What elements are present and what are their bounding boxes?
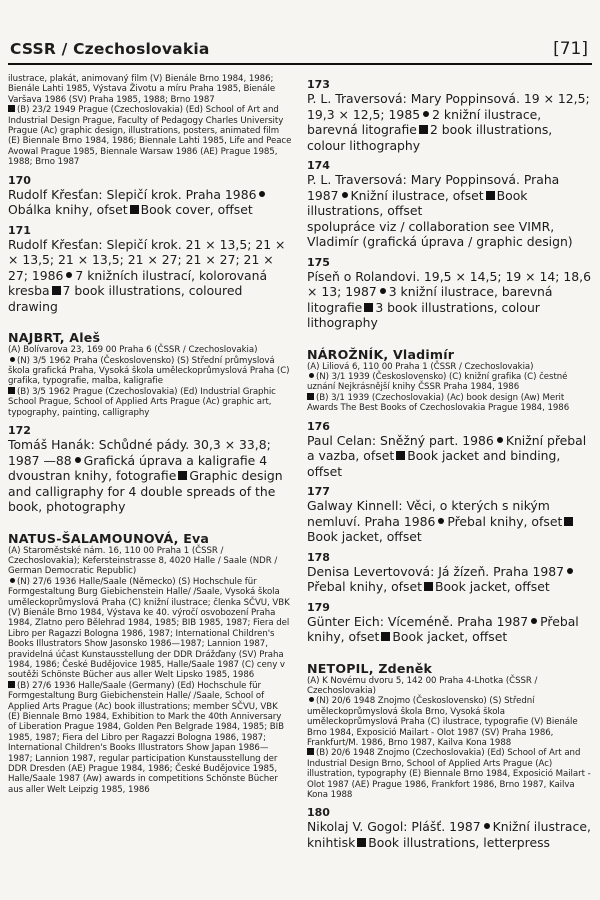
bullet-icon <box>497 437 503 443</box>
artist-name: NAJBRT, Aleš <box>8 330 101 346</box>
square-icon <box>8 387 15 394</box>
artist-name: NETOPIL, Zdeněk <box>307 660 433 676</box>
entry-desc-en: Book cover, offset <box>140 202 253 218</box>
artist-block <box>8 531 292 796</box>
entry-desc-en: Book jacket, offset <box>392 629 508 645</box>
square-icon <box>130 205 139 214</box>
bullet-icon <box>484 823 490 829</box>
bullet-icon <box>75 457 81 463</box>
entry-desc-en: 3 book illustrations, colour lithography <box>307 299 540 330</box>
page-title: CSSR / Czechoslovakia <box>10 40 210 58</box>
entry-number: 172 <box>8 424 31 437</box>
entry-desc-cs: Knižní ilustrace, knihtisk <box>307 819 591 850</box>
entry-desc-en: 7 book illustrations, coloured drawing <box>8 283 243 314</box>
entry-desc-en: Book jacket and binding, offset <box>307 448 561 479</box>
square-icon <box>424 582 433 591</box>
entry-desc-cs: Grafická úprava a kaligrafie 4 dvoustran knihy, fotografie <box>8 452 268 483</box>
entry-number: 171 <box>8 223 31 237</box>
bullet-icon <box>309 373 314 378</box>
entry-desc-cs: Obálka knihy, ofset <box>8 202 128 218</box>
entry-desc-cs: 7 knižních ilustrací, kolorovaná kresba <box>8 267 268 299</box>
entry-title: Rudolf Křesťan: Slepičí krok. 21 × 13,5; 21 × × 13,5; 21 × 13,5; 21 × 27; 21 × 27; 21 × 27; 1986 <box>8 236 286 283</box>
artist-bio-cs-block <box>8 577 292 681</box>
artist-bio-cs-block <box>8 356 292 387</box>
artist-bio-cs: (N) 3/1 1939 (Československo) (C) knižní grafika (C) čestné uznání Nejkrásnější knihy ČSSR Praha 1984, 1986 <box>307 371 568 393</box>
entry-text <box>8 437 292 515</box>
bullet-icon <box>438 518 444 524</box>
entry-desc-cs: 2 knižní ilustrace, barevná litografie <box>307 106 542 137</box>
entry-number: 179 <box>307 600 330 614</box>
entry-title: Píseň o Rolandovi. 19,5 × 14,5; 19 × 14; 18,6 × 13; 1987 <box>307 268 591 299</box>
artist-bio-cs-block <box>307 372 592 393</box>
bullet-icon <box>66 272 72 278</box>
bullet-icon <box>531 618 537 624</box>
square-icon <box>52 286 61 295</box>
artist-bio-en: (B) 27/6 1936 Halle/Saale (Germany) (Ed) Hochschule für Formgestaltung Burg Giebichenstein Halle/ /Saale, School of Applied Arts Prague (Ac) book illustrations; member SČVU, VBK (E) Biennale Brno 1984, Exhibition to Mark the 40th Anniversary of Liberation Prague 1984, Golden Pen Belgrade 1984, 1985; BIB 1985, 1987; Fiera del Libro per Ragazzi Bologna 1986, 1987; International Children's Books Illustrators Show Japan 1986—1987; Lannion 1987, regular participation Kunstausstellung der DDR Dresden (AE) Prague 1984, 1986; České Budějovice 1985, Halle/Saale 1987 (Aw) awards in competitions Schönste Bücher aus aller Welt Leipzig 1985, 1986 <box>8 680 284 795</box>
bullet-icon <box>10 578 15 583</box>
intro-cs: ilustrace, plakát, animovaný film (V) Bienále Brno 1984, 1986; Bienále Lahti 1985, Výstava Životu a míru Praha 1985, Bienále Varšava 1986 (SV) Praha 1985, 1988; Brno 1987 <box>8 74 276 105</box>
entry-title: Galway Kinnell: Věci, o kterých s nikým nemluví. Praha 1986 <box>307 498 550 529</box>
left-column <box>8 74 292 795</box>
intro-en-block <box>8 105 292 167</box>
page-number: [71] <box>553 39 588 59</box>
entry-title: Denisa Levertovová: Já žízeň. Praha 1987 <box>307 563 565 579</box>
entry-desc-cs: Přebal knihy, ofset <box>307 579 422 595</box>
entry-title: Paul Celan: Sněžný part. 1986 <box>307 432 494 448</box>
entry-number: 177 <box>307 485 330 499</box>
entry-text <box>307 433 592 480</box>
entry-text <box>307 91 592 153</box>
entry-desc-cs: Knižní přebal a vazba, ofset <box>307 432 587 464</box>
artist-bio-en-block <box>8 387 292 418</box>
entry-desc-cs: Knižní ilustrace, ofset <box>350 187 484 203</box>
square-icon <box>419 125 428 134</box>
entry-desc-cs: Přebal knihy, ofset <box>307 613 579 645</box>
entry-number: 175 <box>307 255 330 269</box>
artist-bio-en-block <box>307 748 592 800</box>
entry-text <box>307 564 592 595</box>
entry-text <box>307 498 592 545</box>
header-rule <box>8 63 592 65</box>
square-icon <box>364 303 373 312</box>
square-icon <box>396 451 405 460</box>
entry-title: P. L. Traversová: Mary Poppinsová. 19 × 12,5; 19,3 × 12,5; 1985 <box>307 91 590 122</box>
artist-address: (A) Bolívarova 23, 169 00 Praha 6 (ČSSR / Czechoslovakia) <box>8 345 258 356</box>
artist-bio-cs: (N) 20/6 1948 Znojmo (Československo) (S) Střední uměleckoprůmyslová škola Brno, Vysoká škola uměleckoprůmyslová Praha (C) ilustrace, typografie (V) Bienále Brno 1984, Exposició Mailart - Olot 1987 (SV) Praha 1986, Frankfurt/M. 1986, Brno 1987, Kailva Kona 1988 <box>307 696 578 748</box>
entry-desc-en: Book jacket, offset <box>434 579 550 595</box>
square-icon <box>307 748 314 755</box>
artist-address: (A) K Novému dvoru 5, 142 00 Praha 4-Lhotka (ČSSR / Czechoslovakia) <box>307 675 538 696</box>
bullet-icon <box>10 357 15 362</box>
artist-bio-en-block <box>8 681 292 795</box>
entry-desc-en: Book illustrations, offset <box>307 187 528 218</box>
entry-text <box>307 819 592 850</box>
square-icon <box>486 191 495 200</box>
artist-block <box>8 330 292 514</box>
artist-block <box>307 347 592 645</box>
entry-collaboration: spolupráce viz / collaboration see VIMR, Vladimír (grafická úprava / graphic design) <box>307 218 573 249</box>
entry-title: Günter Eich: Víceméně. Praha 1987 <box>307 613 529 629</box>
page-header <box>0 36 600 62</box>
entry-desc-en: Graphic design and calligraphy for 4 double spreads of the book, photography <box>8 468 283 514</box>
entry-desc-en: Book illustrations, letterpress <box>368 834 551 850</box>
bullet-icon <box>309 697 314 702</box>
artist-block <box>307 661 592 851</box>
square-icon <box>8 105 15 112</box>
artist-name: NATUS-ŠALAMOUNOVÁ, Eva <box>8 530 210 546</box>
entry-title: Tomáš Hanák: Schůdné pády. 30,3 × 33,8; 1987 —88 <box>8 437 271 468</box>
bullet-icon <box>380 288 386 294</box>
artist-bio-cs: (N) 27/6 1936 Halle/Saale (Německo) (S) Hochschule für Formgestaltung Burg Giebichenstein Halle/ /Saale, Vysoká škola uměleckoprůmyslová Praha (C) knižní ilustrace; členka SČVU, VBK (V) Bienále Brno 1984, Výstava ke 40. výročí osvobození Praha 1984, Zlatno pero Bělehrad 1984, 1985; BIB 1985, 1987; Fiera del Libro per Ragazzi Bologna 1986, 1987; International Children's Books Illustrators Show Jasonsko 1986—1987; Lannion 1987, pravidelná účast Kunstausstellung der DDR Drážďany (SV) Praha 1984, 1986; České Budějovice 1985, Halle/Saale 1987 (C) ceny v soutěži Schönste Bücher aus aller Welt Lipsko 1985, 1986 <box>8 576 290 681</box>
bullet-icon <box>567 568 573 574</box>
entry-title: Nikolaj V. Gogol: Plášť. 1987 <box>307 819 481 835</box>
right-column <box>307 74 592 850</box>
artist-bio-en: (B) 3/1 1939 (Czechoslovakia) (Ac) book design (Aw) Merit Awards The Best Books of Czechoslovakia Prague 1984, 1986 <box>307 392 570 414</box>
entry-number: 180 <box>307 806 330 820</box>
entry-number: 174 <box>307 159 330 172</box>
entry-number: 178 <box>307 550 330 564</box>
entry-desc-en: Book jacket, offset <box>307 529 422 545</box>
intro-en: (B) 23/2 1949 Prague (Czechoslovakia) (Ed) School of Art and Industrial Design Prague, Faculty of Pedagogy Charles University Prague (Ac) graphic design, illustrations, posters, animated film (E) Biennale Brno 1984, 1986; Biennale Lahti 1985, Life and Peace Avowal Prague 1985, Biennale Warsaw 1986 (AE) Prague 1985, 1988; Brno 1987 <box>8 105 292 168</box>
artist-bio-en-block <box>307 393 592 414</box>
artist-name: NÁROŽNÍK, Vladimír <box>307 346 455 362</box>
artist-bio-cs-block <box>307 696 592 748</box>
square-icon <box>8 681 15 688</box>
artist-bio-en: (B) 20/6 1948 Znojmo (Czechoslovakia) (Ed) School of Art and Industrial Design Brno, School of Applied Arts Prague (Ac) illustration, typography (E) Biennale Brno 1984, Exposició Mailart - Olot 1987 (AE) Prague 1986, Frankfort 1986, Brno 1987, Kailva Kona 1988 <box>307 748 591 800</box>
entry-text <box>8 187 292 218</box>
entry-desc-cs: 3 knižní ilustrace, barevná litografie <box>307 284 553 315</box>
square-icon <box>357 838 366 847</box>
artist-bio-en: (B) 3/5 1962 Prague (Czechoslovakia) (Ed) Industrial Graphic School Prague, School of Applied Arts Prague (Ac) graphic art, typography, painting, calligraphy <box>8 386 276 418</box>
square-icon <box>178 471 187 480</box>
entry-title: P. L. Traversová: Mary Poppinsová. Praha 1987 <box>307 172 560 203</box>
bullet-icon <box>423 111 429 117</box>
artist-address: (A) Staroměstské nám. 16, 110 00 Praha 1 (ČSSR / Czechoslovakia); Kefersteinstrasse 8, 4020 Halle / Saale (NDR / German Democratic Republic) <box>8 545 278 577</box>
artist-bio-cs: (N) 3/5 1962 Praha (Československo) (S) Střední průmyslová škola grafická Praha, Vysoká škola uměleckoprůmyslová Praha (C) grafika, typografie, malba, kaligrafie <box>8 355 290 387</box>
entry-title: Rudolf Křesťan: Slepičí krok. Praha 1986 <box>8 186 257 202</box>
entry-number: 176 <box>307 419 330 433</box>
artist-address: (A) Liliová 6, 110 00 Praha 1 (ČSSR / Czechoslovakia) <box>307 361 534 372</box>
entry-text <box>307 614 592 645</box>
bullet-icon <box>342 192 348 198</box>
bullet-icon <box>259 191 265 197</box>
entry-desc-cs: Přebal knihy, ofset <box>447 513 563 529</box>
entry-number: 173 <box>307 78 330 91</box>
entry-desc-en: 2 book illustrations, colour lithography <box>307 122 553 153</box>
entry-number: 170 <box>8 173 31 187</box>
square-icon <box>564 517 573 526</box>
entry-text <box>307 172 592 219</box>
entry-text <box>8 237 292 315</box>
square-icon <box>381 632 390 641</box>
square-icon <box>307 393 314 400</box>
entry-text <box>307 269 592 331</box>
